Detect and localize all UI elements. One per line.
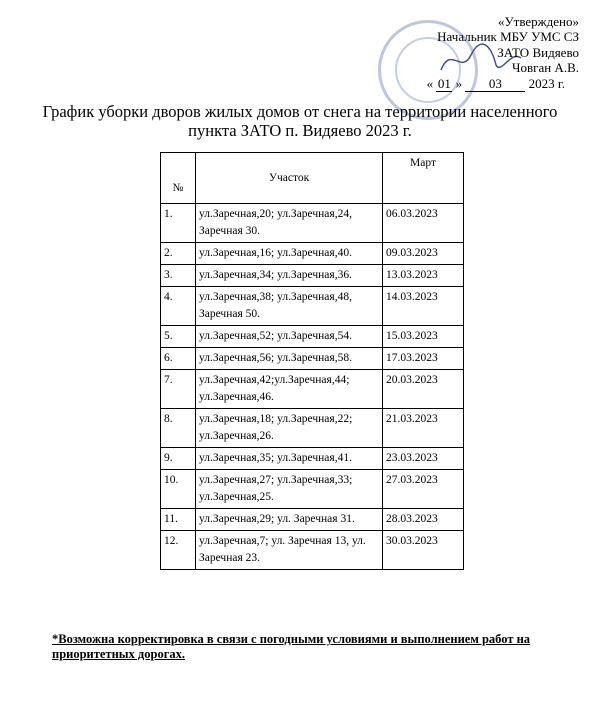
row-date: 23.03.2023 (383, 448, 464, 470)
row-number: 12. (161, 531, 196, 570)
row-area: ул.Заречная,18; ул.Заречная,22; ул.Заречная,26. (196, 409, 383, 448)
column-header-number: № (161, 153, 196, 204)
row-date: 30.03.2023 (383, 531, 464, 570)
table-row (161, 243, 464, 265)
row-date: 14.03.2023 (383, 287, 464, 326)
row-date: 17.03.2023 (383, 348, 464, 370)
row-date: 15.03.2023 (383, 326, 464, 348)
row-area: ул.Заречная,42;ул.Заречная,44; ул.Заречная,46. (196, 370, 383, 409)
approval-date-month: 03 (465, 76, 525, 92)
table-row (161, 204, 464, 243)
row-number: 5. (161, 326, 196, 348)
column-header-area: Участок (196, 153, 383, 204)
column-header-month: Март (383, 153, 464, 204)
table-row (161, 531, 464, 570)
row-number: 11. (161, 509, 196, 531)
row-date: 20.03.2023 (383, 370, 464, 409)
row-area: ул.Заречная,52; ул.Заречная,54. (196, 326, 383, 348)
approval-block (359, 14, 579, 92)
row-area: ул.Заречная,38; ул.Заречная,48, Заречная 50. (196, 287, 383, 326)
row-number: 6. (161, 348, 196, 370)
approval-heading: «Утверждено» (497, 14, 579, 29)
row-area: ул.Заречная,34; ул.Заречная,36. (196, 265, 383, 287)
table-row (161, 326, 464, 348)
row-number: 4. (161, 287, 196, 326)
approval-date-day: 01 (437, 75, 451, 91)
table-row (161, 348, 464, 370)
table-row (161, 448, 464, 470)
row-number: 3. (161, 265, 196, 287)
row-area: ул.Заречная,35; ул.Заречная,41. (196, 448, 383, 470)
row-date: 09.03.2023 (383, 243, 464, 265)
table-row (161, 287, 464, 326)
approval-name: Човган А.В. (512, 60, 579, 76)
approval-date-year: 2023 г. (528, 75, 565, 91)
row-area: ул.Заречная,7; ул. Заречная 13, ул. Заречная 23. (196, 531, 383, 570)
row-number: 8. (161, 409, 196, 448)
row-date: 06.03.2023 (383, 204, 464, 243)
table-row (161, 470, 464, 509)
row-area: ул.Заречная,29; ул. Заречная 31. (196, 509, 383, 531)
row-number: 7. (161, 370, 196, 409)
row-number: 9. (161, 448, 196, 470)
row-area: ул.Заречная,20; ул.Заречная,24, Заречная 30. (196, 204, 383, 243)
table-row (161, 509, 464, 531)
table-row (161, 265, 464, 287)
row-area: ул.Заречная,56; ул.Заречная,58. (196, 348, 383, 370)
row-date: 21.03.2023 (383, 409, 464, 448)
approval-date: « 01 » 03 2023 г. (426, 75, 565, 91)
row-date: 28.03.2023 (383, 509, 464, 531)
page-title: График уборки дворов жилых домов от снега на территории населенного пункта ЗАТО п. Видяево 2023 г. (42, 102, 558, 140)
footnote: *Возможна корректировка в связи с погодными условиями и выполнением работ на приоритетных дорогах. (52, 632, 531, 661)
row-date: 13.03.2023 (383, 265, 464, 287)
row-number: 10. (161, 470, 196, 509)
row-area: ул.Заречная,16; ул.Заречная,40. (196, 243, 383, 265)
table-row (161, 409, 464, 448)
schedule-table (160, 152, 464, 570)
row-number: 2. (161, 243, 196, 265)
table-row (161, 370, 464, 409)
approval-organization: ЗАТО Видяево (497, 44, 579, 60)
row-date: 27.03.2023 (383, 470, 464, 509)
row-area: ул.Заречная,27; ул.Заречная,33; ул.Заречная,25. (196, 470, 383, 509)
row-number: 1. (161, 204, 196, 243)
table-header-row (161, 153, 464, 204)
approval-position: Начальник МБУ УМС СЗ (437, 29, 579, 45)
